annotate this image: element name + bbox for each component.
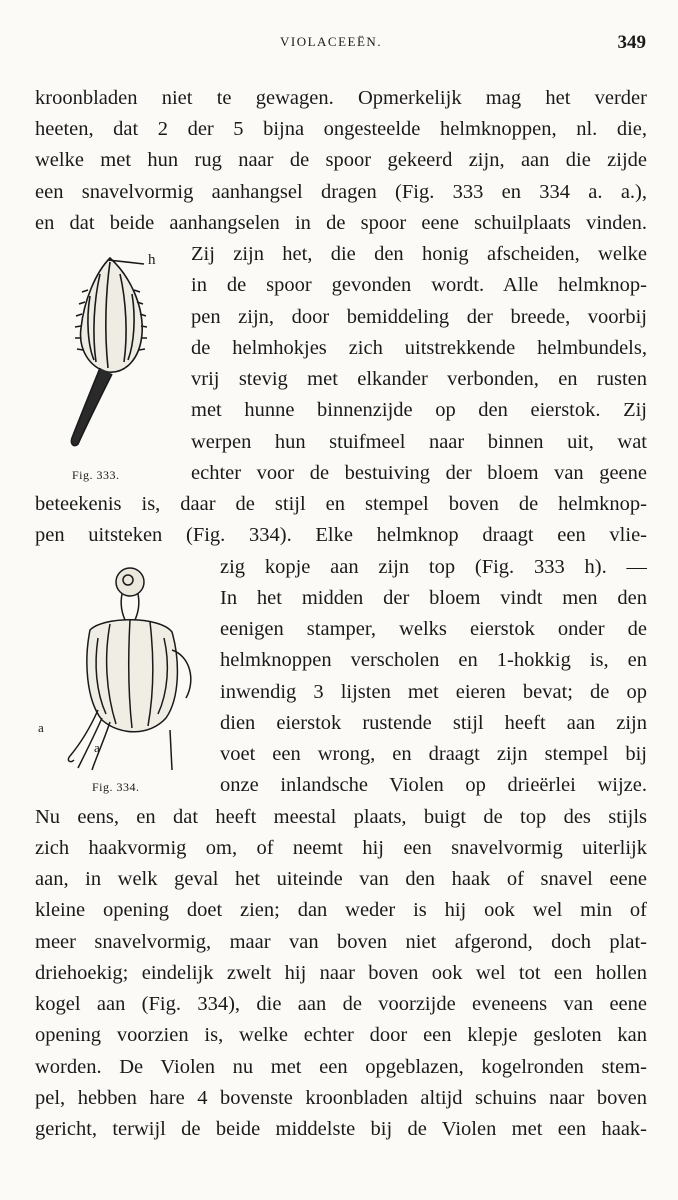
text-line: welke met hun rug naar de spoor gekeerd zijn, aan die zijde [35, 149, 647, 171]
text-line: opening voorzien is, welke echter door een klepje gesloten kan [35, 1024, 647, 1046]
text-line: en dat beide aanhangselen in de spoor eene schuilplaats vinden. [35, 212, 647, 234]
text-line: in de spoor gevonden wordt. Alle helmknop- [191, 274, 647, 296]
text-line: voet een wrong, en draagt zijn stempel bij [220, 743, 647, 765]
page-number: 349 [617, 32, 646, 53]
text-line: inwendig 3 lijsten met eieren bevat; de op [220, 681, 647, 703]
text-line: heeten, dat 2 der 5 bijna ongesteelde helmknoppen, nl. die, [35, 118, 647, 140]
text-line: Nu eens, en dat heeft meestal plaats, buigt de top des stijls [35, 806, 647, 828]
text-line: vrij stevig met elkander verbonden, en rusten [191, 368, 647, 390]
figure-333-stamen-illustration [48, 250, 178, 460]
text-line: zich haakvormig om, of neemt hij een snavelvormig uiterlijk [35, 837, 647, 859]
text-line: werpen hun stuifmeel naar binnen uit, wat [191, 431, 647, 453]
figure-333-caption: Fig. 333. [72, 468, 120, 482]
figure-333-label-h: h [148, 252, 156, 268]
text-line: pen zijn, door bemiddeling der breede, voorbij [191, 306, 647, 328]
text-line: zig kopje aan zijn top (Fig. 333 h). — [220, 556, 647, 578]
text-line: onze inlandsche Violen op drieërlei wijze. [220, 774, 647, 796]
text-line: met hunne binnenzijde op den eierstok. Zij [191, 399, 647, 421]
text-line: worden. De Violen nu met een opgeblazen, kogelronden stem- [35, 1056, 647, 1078]
text-line: echter voor de bestuiving der bloem van geene [191, 462, 647, 484]
text-line: dien eierstok rustende stijl heeft aan zijn [220, 712, 647, 734]
text-line: driehoekig; eindelijk zwelt hij naar boven ook wel tot een hollen [35, 962, 647, 984]
figure-334-flower-illustration [40, 560, 215, 775]
text-line: gericht, terwijl de beide middelste bij de Violen met een haak- [35, 1118, 647, 1140]
text-line: kroonbladen niet te gewagen. Opmerkelijk mag het verder [35, 87, 647, 109]
text-line: eenigen stamper, welks eierstok onder de [220, 618, 647, 640]
text-line: helmknoppen verscholen en 1-hokkig is, en [220, 649, 647, 671]
text-line: een snavelvormig aanhangsel dragen (Fig. 333 en 334 a. a.), [35, 181, 647, 203]
figure-334-caption: Fig. 334. [92, 780, 140, 794]
text-line: aan, in welk geval het uiteinde van den haak of snavel eene [35, 868, 647, 890]
figure-334-label-a-left: a [38, 720, 45, 735]
text-line: meer snavelvormig, maar van boven niet afgerond, doch plat- [35, 931, 647, 953]
text-line: pel, hebben hare 4 bovenste kroonbladen altijd schuins naar boven [35, 1087, 647, 1109]
figure-334-label-a-right: a [94, 740, 101, 755]
text-line: pen uitsteken (Fig. 334). Elke helmknop draagt een vlie- [35, 524, 647, 546]
text-line: Zij zijn het, die den honig afscheiden, welke [191, 243, 647, 265]
text-line: In het midden der bloem vindt men den [220, 587, 647, 609]
text-line: de helmhokjes zich uitstrekkende helmbundels, [191, 337, 647, 359]
running-head: VIOLACEEËN. [280, 34, 383, 49]
text-line: kleine opening doet zien; dan weder is hij ook wel min of [35, 899, 647, 921]
text-line: kogel aan (Fig. 334), die aan de voorzijde eveneens van eene [35, 993, 647, 1015]
text-line: beteekenis is, daar de stijl en stempel boven de helmknop- [35, 493, 647, 515]
